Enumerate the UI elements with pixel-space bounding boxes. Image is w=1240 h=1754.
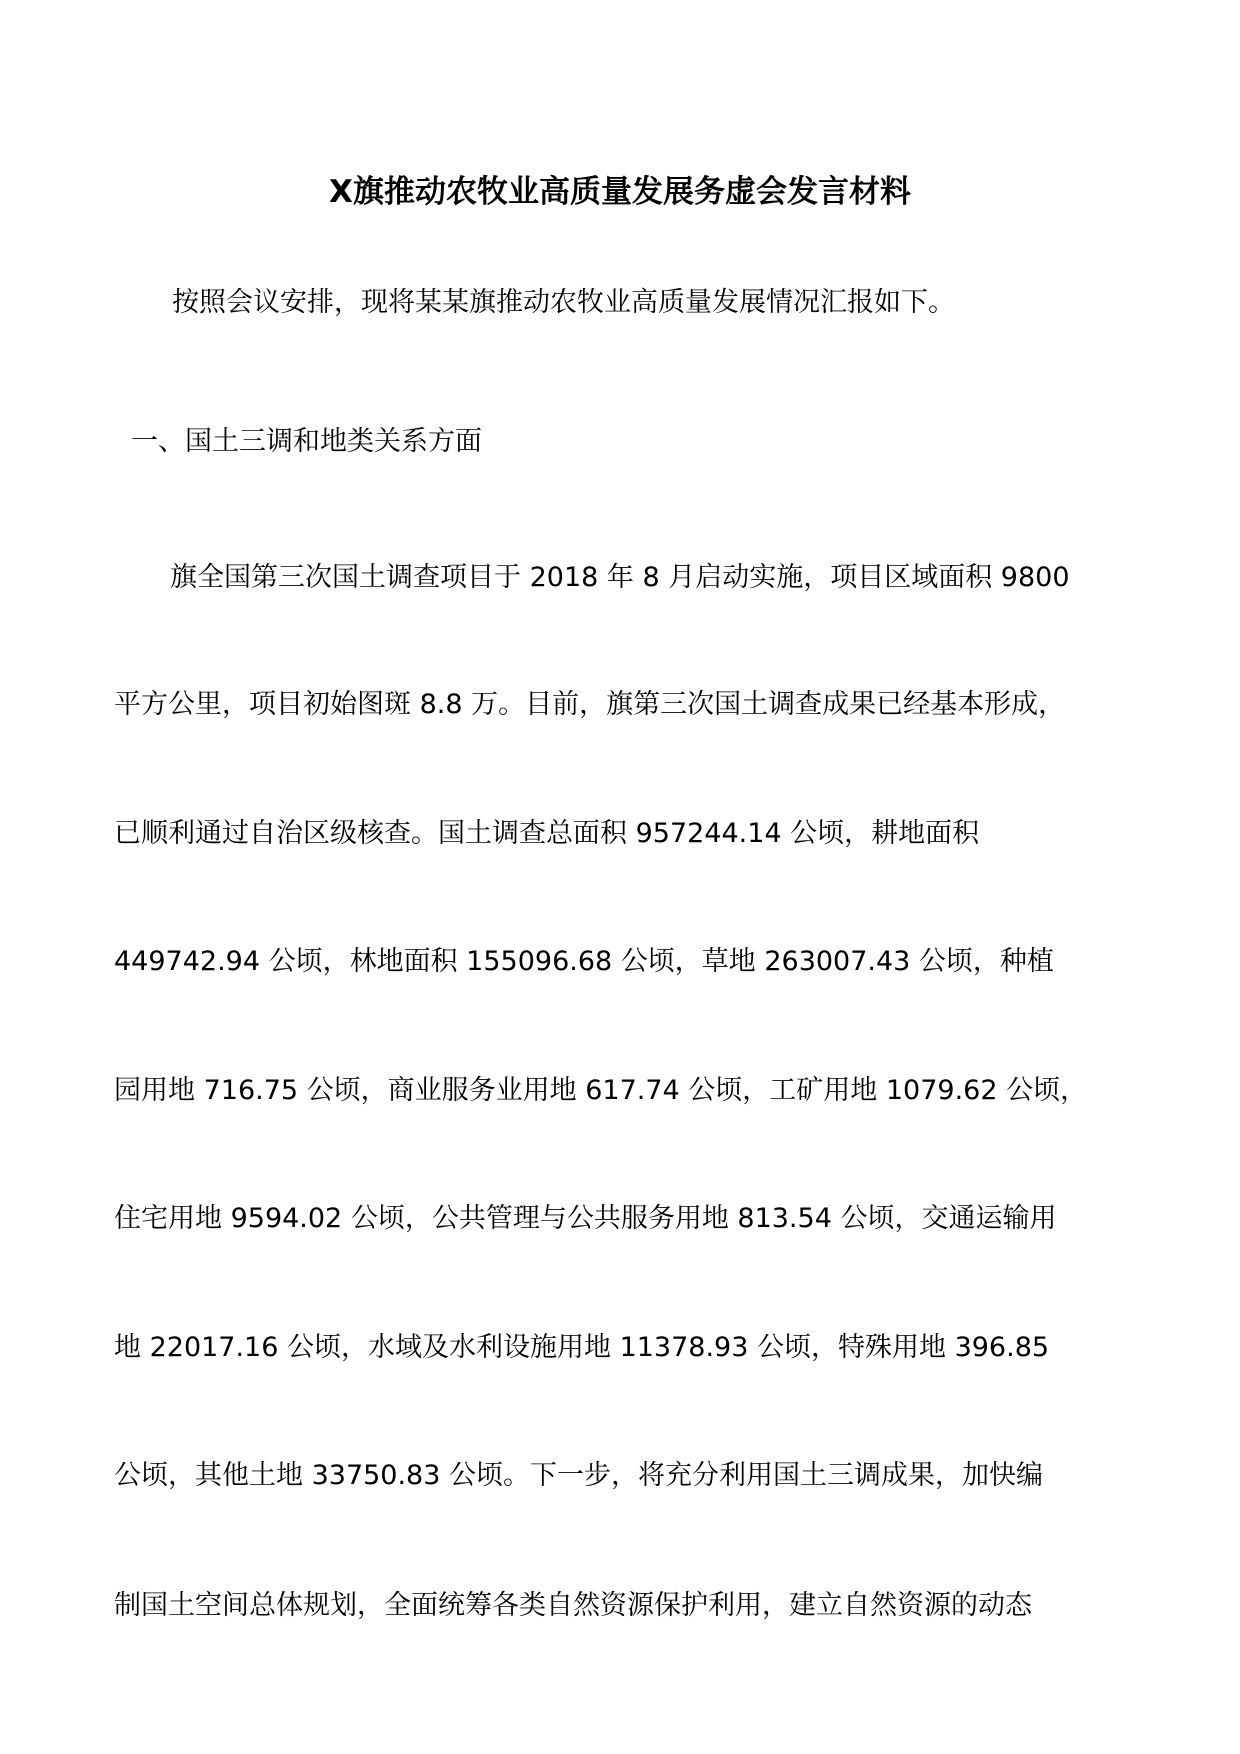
paragraph-line: 旗全国第三次国土调查项目于 2018 年 8 月启动实施，项目区域面积 9800 bbox=[170, 562, 1070, 593]
document-title: X旗推动农牧业高质量发展务虚会发言材料 bbox=[329, 174, 911, 210]
intro-paragraph: 按照会议安排，现将某某旗推动农牧业高质量发展情况汇报如下。 bbox=[172, 287, 955, 318]
paragraph-line: 公顷，其他土地 33750.83 公顷。下一步，将充分利用国土三调成果，加快编 bbox=[114, 1460, 1043, 1491]
paragraph-line: 住宅用地 9594.02 公顷，公共管理与公共服务用地 813.54 公顷，交通运输用 bbox=[114, 1203, 1057, 1234]
paragraph-line: 地 22017.16 公顷，水域及水利设施用地 11378.93 公顷，特殊用地 396.85 bbox=[114, 1332, 1050, 1363]
paragraph-line: 449742.94 公顷，林地面积 155096.68 公顷，草地 263007.43 公顷，种植 bbox=[114, 946, 1054, 977]
section-heading: 一、国土三调和地类关系方面 bbox=[131, 426, 482, 457]
paragraph-line: 平方公里，项目初始图斑 8.8 万。目前，旗第三次国土调查成果已经基本形成， bbox=[114, 689, 1066, 720]
paragraph-line: 制国土空间总体规划，全面统筹各类自然资源保护利用，建立自然资源的动态 bbox=[114, 1590, 1032, 1621]
paragraph-line: 园用地 716.75 公顷，商业服务业用地 617.74 公顷，工矿用地 1079.62 公顷， bbox=[114, 1075, 1088, 1106]
paragraph-line: 已顺利通过自治区级核查。国土调查总面积 957244.14 公顷，耕地面积 bbox=[114, 818, 980, 849]
